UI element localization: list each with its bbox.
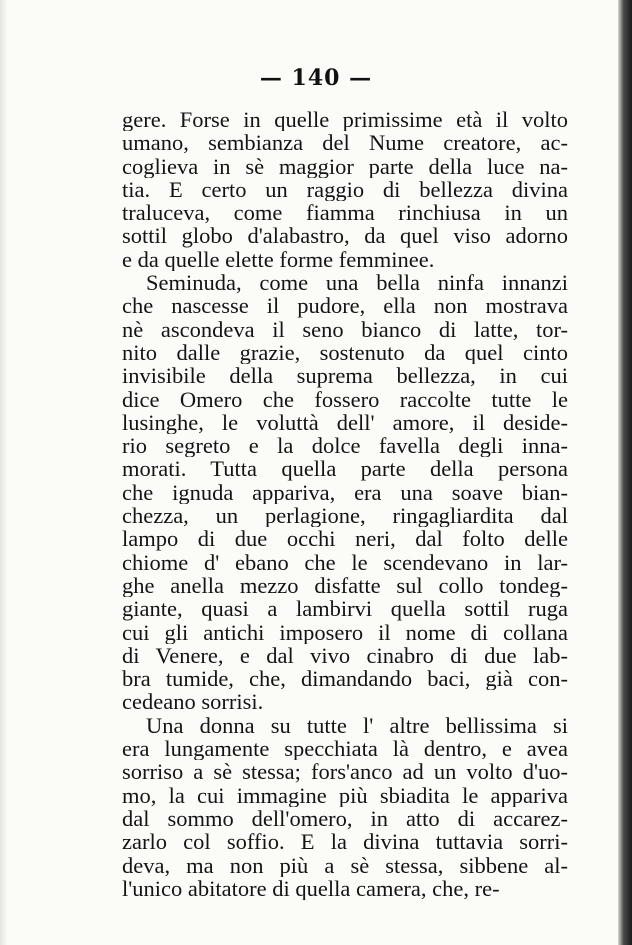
text-line: deva, ma non più a sè stessa, sibbene al- — [122, 853, 568, 877]
text-line: dice Omero che fossero raccolte tutte le — [122, 387, 568, 411]
text-line: cui gli antichi imposero il nome di collana — [122, 620, 568, 644]
text-line: dal sommo dell'omero, in atto di accarez- — [122, 806, 568, 831]
text-line: Una donna su tutte l' altre bellissima si — [146, 713, 568, 738]
text-line: chiome d' ebano che le scendevano in lar- — [122, 550, 568, 574]
text-line: Seminuda, come una bella ninfa innanzi — [146, 271, 568, 295]
text-line: bra tumide, che, dimandando baci, già con- — [122, 667, 568, 691]
text-line: l'unico abitatore di quella camera, che, re- — [122, 876, 500, 901]
text-line: mo, la cui immagine più sbiadita le appariva — [122, 783, 568, 807]
text-line: giante, quasi a lambirvi quella sottil ruga — [122, 597, 568, 621]
text-line: sottil globo d'alabastro, da quel viso adorno — [122, 224, 568, 248]
text-line: zarlo col soffio. E la divina tuttavia sorri- — [122, 830, 568, 854]
text-line: sorriso a sè stessa; fors'anco ad un volto d'uo- — [122, 760, 568, 784]
text-line: umano, sembianza del Nume creatore, ac- — [122, 131, 568, 155]
page-number: — 140 — — [259, 65, 373, 91]
text-line: lusinghe, le voluttà dell' amore, il deside- — [122, 410, 568, 435]
text-line: rio segreto e la dolce favella degli inna- — [122, 434, 568, 458]
text-line: nè ascondeva il seno bianco di latte, tor- — [122, 317, 568, 341]
text-line: e da quelle elette forme femminee. — [122, 247, 435, 272]
text-line: cedeano sorrisi. — [122, 690, 264, 714]
text-line: morati. Tutta quella parte della persona — [122, 457, 568, 481]
text-line: gere. Forse in quelle primissime età il volto — [122, 108, 568, 132]
text-line: che ignuda appariva, era una soave bian- — [122, 480, 568, 505]
text-line: traluceva, come fiamma rinchiusa in un — [122, 201, 568, 225]
book-binding-edge — [618, 0, 632, 945]
text-line: tia. E certo un raggio di bellezza divina — [122, 177, 568, 202]
page-left-edge — [0, 0, 8, 945]
text-line: di Venere, e dal vivo cinabro di due lab- — [122, 643, 568, 668]
body-text — [122, 108, 568, 900]
text-line: nito dalle grazie, sostenuto da quel cinto — [122, 340, 568, 365]
text-line: lampo di due occhi neri, dal folto delle — [122, 527, 568, 551]
text-line: ghe anella mezzo disfatte sul collo tondeg- — [122, 573, 568, 598]
text-line: invisibile della suprema bellezza, in cui — [122, 364, 568, 388]
text-line: che nascesse il pudore, ella non mostrava — [122, 294, 568, 318]
text-line: chezza, un perlagione, ringagliardita dal — [122, 504, 568, 528]
text-line: era lungamente specchiata là dentro, e avea — [122, 737, 568, 761]
text-line: coglieva in sè maggior parte della luce na- — [122, 154, 568, 178]
